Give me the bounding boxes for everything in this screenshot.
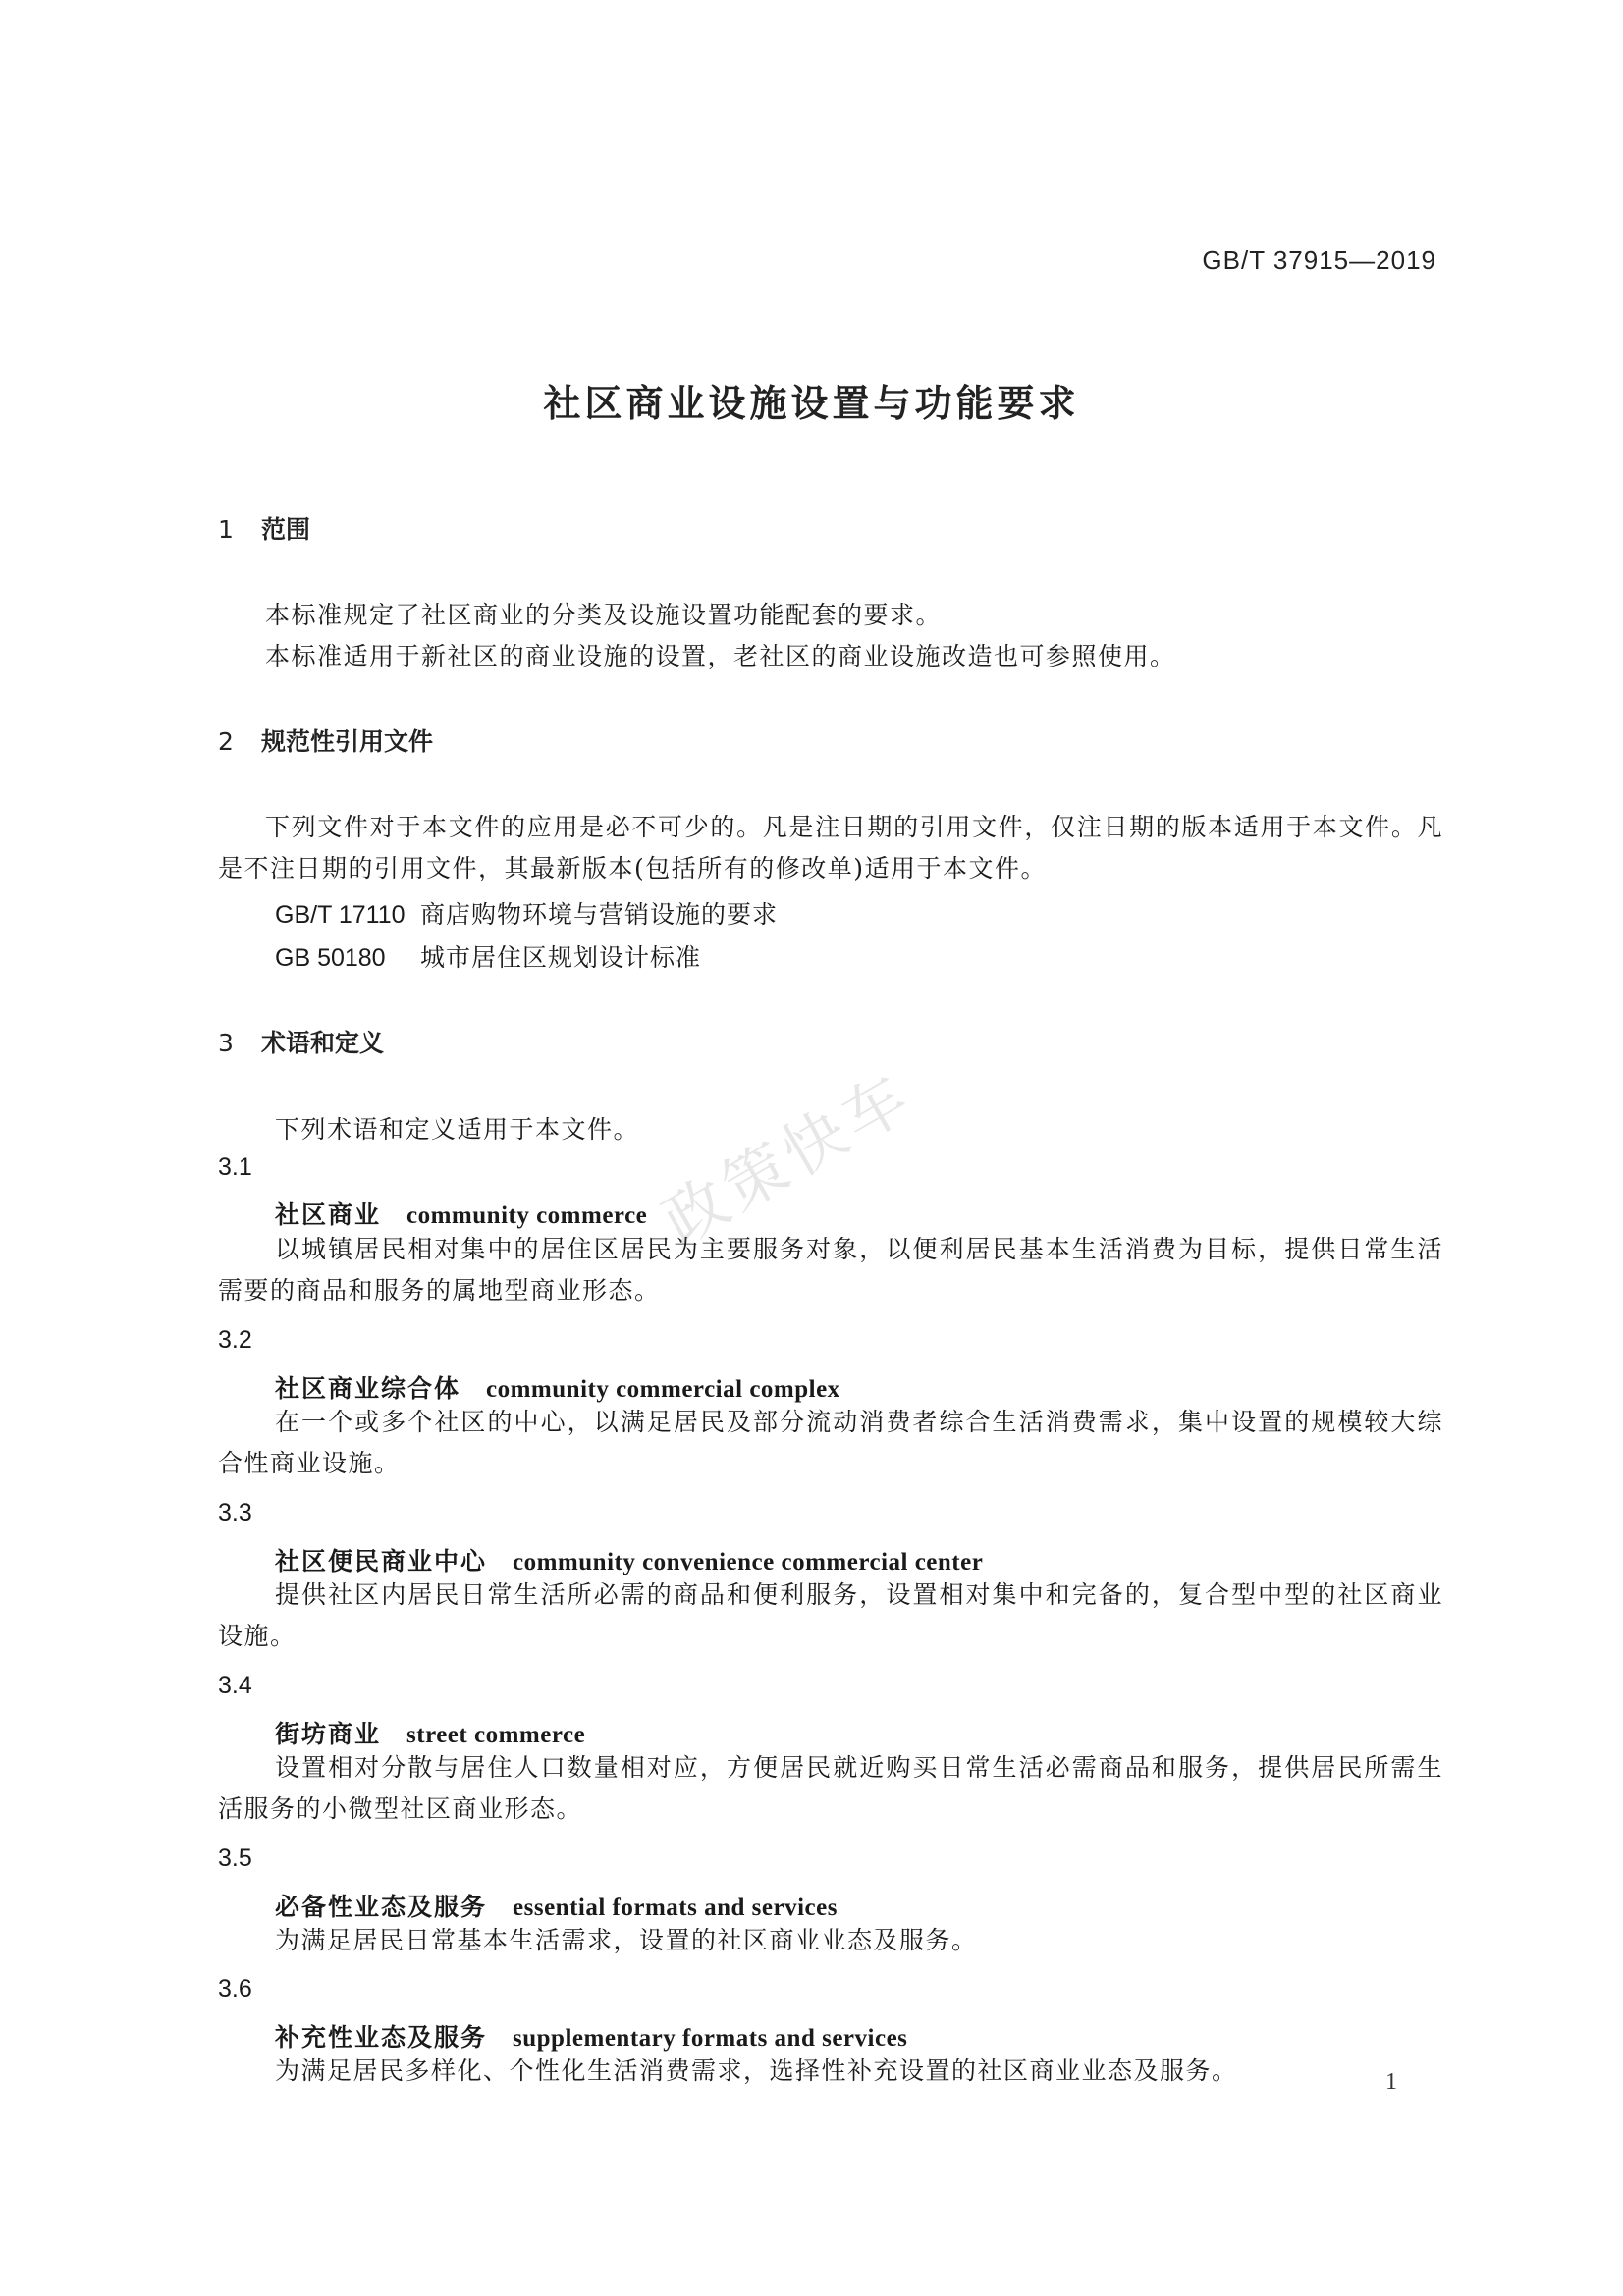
paragraph: 本标准适用于新社区的商业设施的设置，老社区的商业设施改造也可参照使用。 (265, 642, 1176, 670)
clause-number: 3.4 (218, 1672, 252, 1699)
normative-reference (275, 938, 701, 974)
paragraph: 本标准规定了社区商业的分类及设施设置功能配套的要求。 (265, 601, 943, 629)
paragraph: 下列术语和定义适用于本文件。 (275, 1115, 640, 1144)
term-definition: 为满足居民多样化、个性化生活消费需求，选择性补充设置的社区商业业态及服务。 (275, 2056, 1238, 2085)
term-cn: 社区便民商业中心 (275, 1547, 488, 1575)
section-title: 术语和定义 (261, 1029, 385, 1057)
reference-title: 商店购物环境与营销设施的要求 (420, 900, 779, 929)
term-cn: 社区商业 (275, 1201, 382, 1229)
term-definition: 以城镇居民相对集中的居住区居民为主要服务对象，以便利居民基本生活消费为目标，提供日常生活需要的商品和服务的属地型商业形态。 (218, 1235, 1443, 1305)
term-entry (275, 1888, 838, 1923)
section-1-heading (218, 510, 310, 546)
term-en: supplementary formats and services (513, 2025, 908, 2052)
reference-title: 城市居住区规划设计标准 (420, 943, 702, 972)
term-entry (275, 1542, 983, 1577)
section-number: 2 (218, 727, 234, 756)
clause-number: 3.5 (218, 1844, 252, 1872)
term-definition: 为满足居民日常基本生活需求，设置的社区商业业态及服务。 (275, 1926, 978, 1954)
page-number: 1 (1385, 2069, 1397, 2095)
clause-number: 3.1 (218, 1153, 252, 1181)
term-cn: 社区商业综合体 (275, 1374, 461, 1403)
term-cn: 补充性业态及服务 (275, 2023, 488, 2052)
clause-number: 3.2 (218, 1326, 252, 1354)
document-title: 社区商业设施设置与功能要求 (543, 382, 1080, 425)
term-definition: 提供社区内居民日常生活所必需的商品和便利服务，设置相对集中和完备的，复合型中型的社区商业设施。 (218, 1580, 1443, 1650)
term-entry (275, 1715, 585, 1750)
term-cn: 街坊商业 (275, 1720, 382, 1748)
section-title: 范围 (261, 515, 311, 544)
term-en: community commerce (406, 1202, 648, 1229)
term-en: community commercial complex (486, 1376, 840, 1403)
term-cn: 必备性业态及服务 (275, 1893, 488, 1921)
paragraph: 下列文件对于本文件的应用是必不可少的。凡是注日期的引用文件，仅注日期的版本适用于本文件。凡是不注日期的引用文件，其最新版本(包括所有的修改单)适用于本文件。 (218, 813, 1443, 882)
term-en: essential formats and services (513, 1895, 838, 1921)
term-definition: 在一个或多个社区的中心，以满足居民及部分流动消费者综合生活消费需求，集中设置的规模较大综合性商业设施。 (218, 1408, 1443, 1477)
watermark: 政策快车 (651, 1059, 926, 1260)
term-entry (275, 1369, 840, 1405)
clause-number: 3.3 (218, 1499, 252, 1526)
reference-code: GB/T 17110 (275, 901, 406, 929)
normative-reference (275, 895, 778, 931)
section-2-heading (218, 722, 433, 758)
term-entry (275, 1196, 647, 1231)
section-title: 规范性引用文件 (261, 727, 434, 756)
clause-number: 3.6 (218, 1975, 252, 2002)
term-definition: 设置相对分散与居住人口数量相对应，方便居民就近购买日常生活必需商品和服务，提供居民所需生活服务的小微型社区商业形态。 (218, 1753, 1443, 1823)
term-entry (275, 2018, 907, 2054)
term-en: street commerce (406, 1722, 586, 1748)
section-number: 3 (218, 1029, 234, 1057)
standard-code: GB/T 37915—2019 (1202, 245, 1436, 275)
section-number: 1 (218, 515, 234, 544)
term-en: community convenience commercial center (513, 1549, 984, 1575)
reference-code: GB 50180 (275, 944, 386, 972)
section-3-heading (218, 1024, 384, 1059)
